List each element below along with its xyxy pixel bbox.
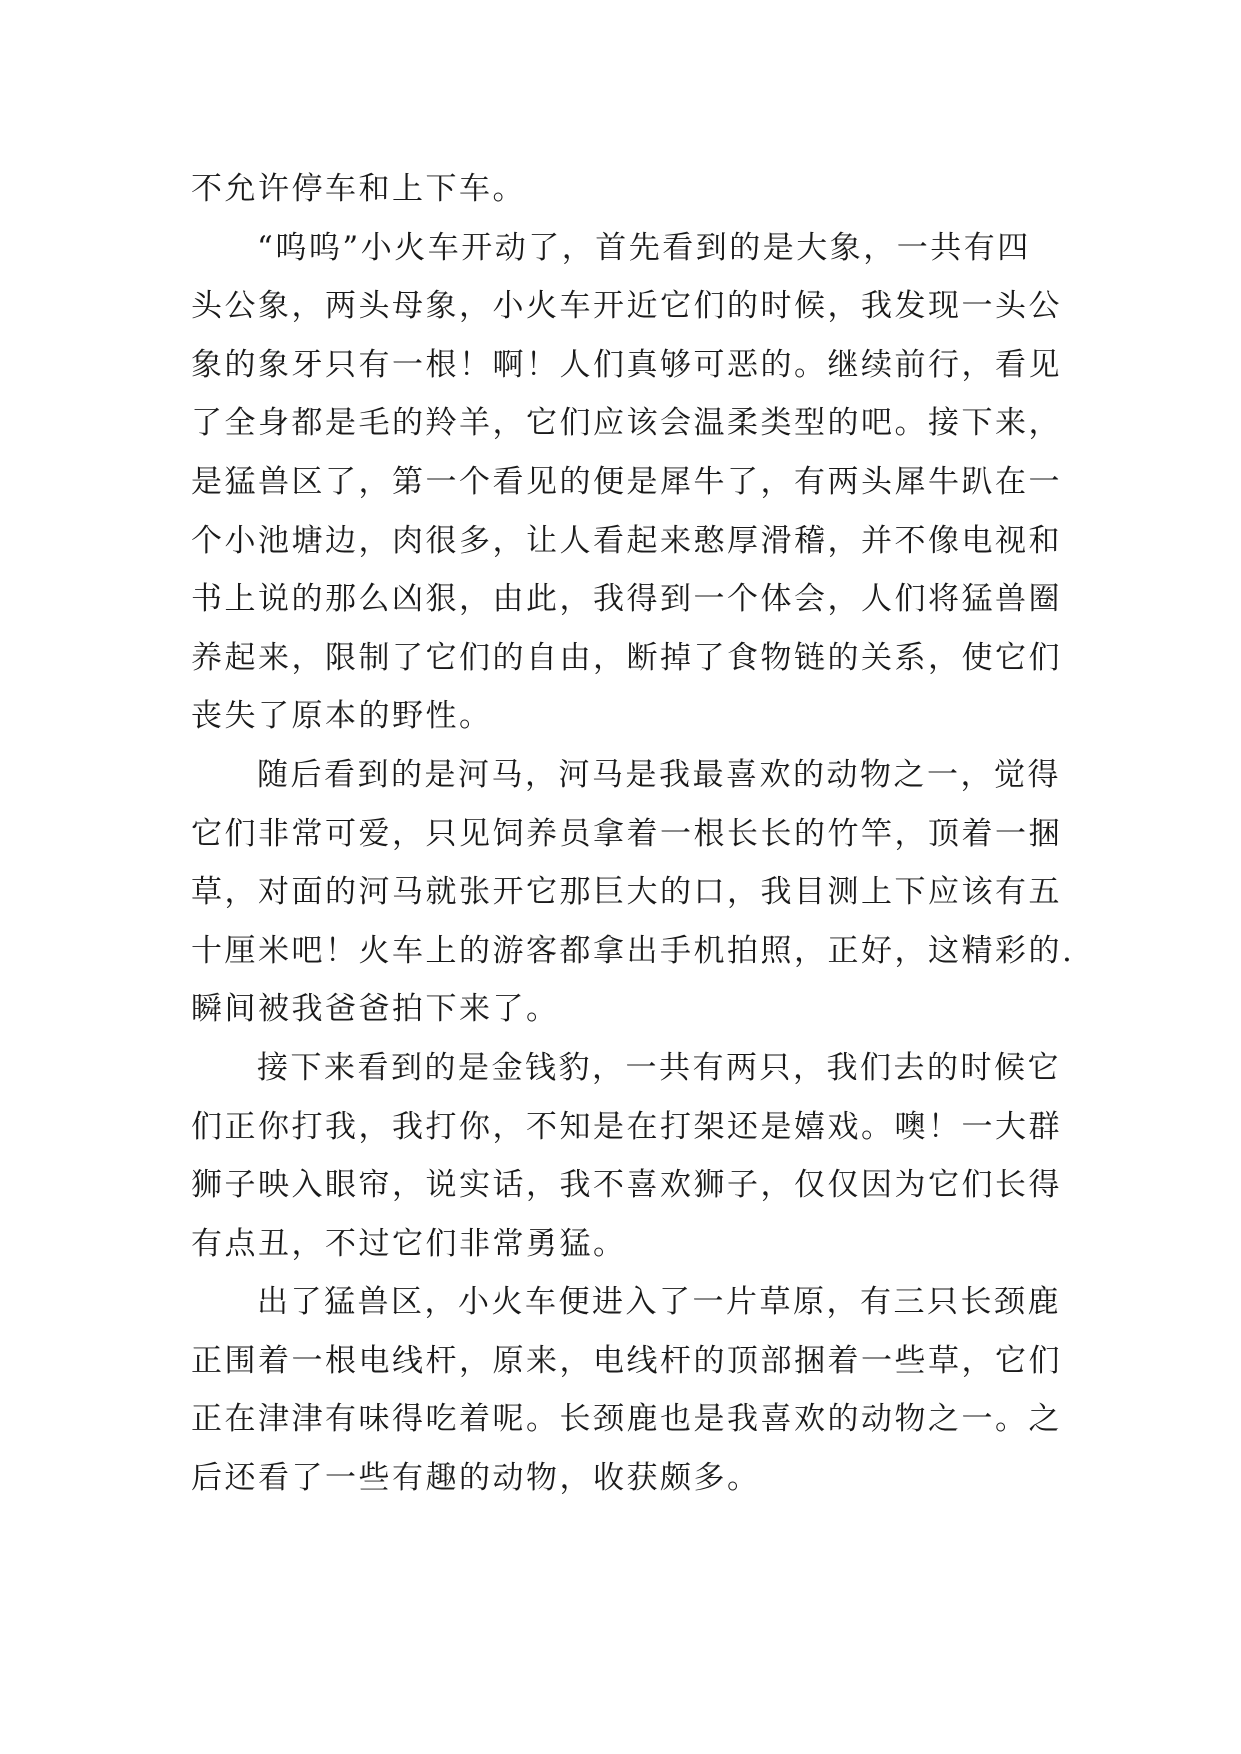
paragraph-first-line: 接下来看到的是金钱豹，一共有两只，我们去的时候它 [257,1049,1061,1086]
text-line: 不允许停车和上下车。 [191,171,526,207]
text-line: 它们非常可爱，只见饲养员拿着一根长长的竹竿，顶着一捆 [191,815,1062,852]
text-line: 瞬间被我爸爸拍下来了。 [191,991,560,1028]
text-line: 丧失了原本的野性。 [191,698,493,735]
text-line: 了全身都是毛的羚羊，它们应该会温柔类型的吧。接下来， [191,405,1062,442]
paragraph-first-line: 随后看到的是河马，河马是我最喜欢的动物之一，觉得 [257,756,1061,793]
text-line: 书上说的那么凶狠，由此，我得到一个体会，人们将猛兽圈 [191,581,1062,618]
paragraph-first-line: 出了猛兽区，小火车便进入了一片草原，有三只长颈鹿 [257,1284,1061,1321]
text-line: 象的象牙只有一根！啊！人们真够可恶的。继续前行，看见 [191,346,1062,383]
text-line: 十厘米吧！火车上的游客都拿出手机拍照，正好，这精彩的. [191,932,1075,969]
paragraph-first-line: “呜呜”小火车开动了，首先看到的是大象，一共有四 [257,229,1031,266]
text-line: 正围着一根电线杆，原来，电线杆的顶部捆着一些草，它们 [191,1342,1062,1379]
text-line: 们正你打我，我打你，不知是在打架还是嬉戏。噢！一大群 [191,1108,1062,1145]
text-line: 狮子映入眼帘，说实话，我不喜欢狮子，仅仅因为它们长得 [191,1167,1062,1204]
text-line: 个小池塘边，肉很多，让人看起来憨厚滑稽，并不像电视和 [191,522,1062,559]
text-line: 是猛兽区了，第一个看见的便是犀牛了，有两头犀牛趴在一 [191,463,1062,500]
text-line: 后还看了一些有趣的动物，收获颇多。 [191,1460,761,1497]
text-line: 草，对面的河马就张开它那巨大的口，我目测上下应该有五 [191,874,1062,911]
document-body [191,160,1075,1508]
text-line: 养起来，限制了它们的自由，断掉了食物链的关系，使它们 [191,639,1062,676]
text-line: 头公象，两头母象，小火车开近它们的时候，我发现一头公 [191,288,1062,325]
text-line: 正在津津有味得吃着呢。长颈鹿也是我喜欢的动物之一。之 [191,1401,1062,1438]
text-line: 有点丑，不过它们非常勇猛。 [191,1225,627,1262]
